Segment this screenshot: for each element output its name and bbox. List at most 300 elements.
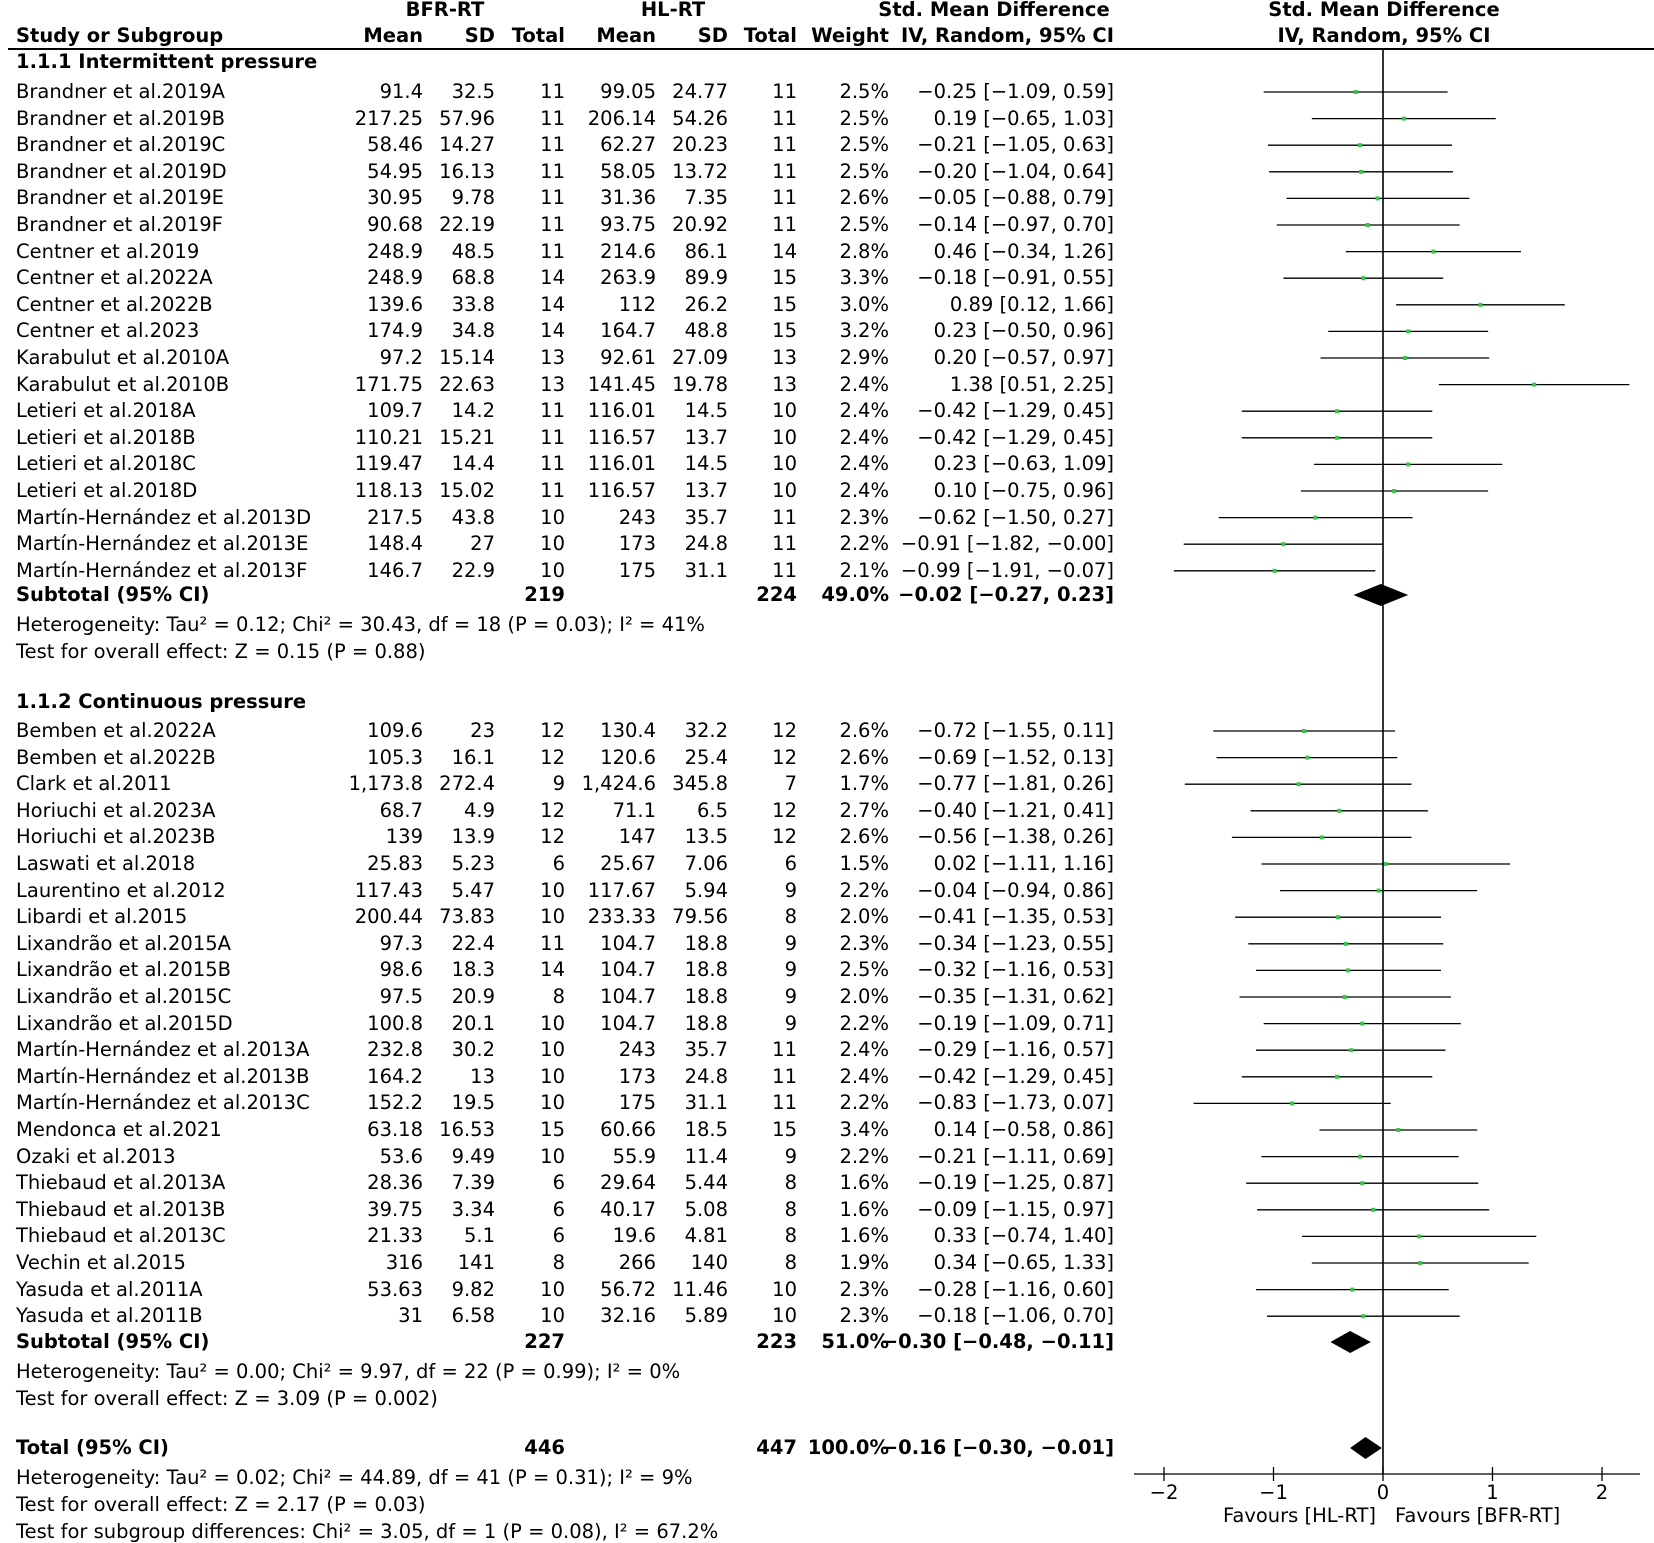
study-row-sd2: 11.4 [684, 1144, 728, 1168]
subgroup-1-title: 1.1.1 Intermittent pressure [16, 50, 318, 73]
study-row-total1: 8 [552, 1251, 565, 1274]
study-row-weight: 2.6% [839, 186, 889, 210]
study-row-total2: 12 [772, 825, 797, 849]
study-row-ci: −0.35 [−1.31, 0.62] [917, 985, 1114, 1008]
subtotal-1-total1: 219 [524, 583, 565, 606]
study-row-weight: 2.4% [839, 1038, 889, 1062]
study-row-total2: 10 [772, 1304, 797, 1328]
study-row-sd1: 16.1 [451, 745, 495, 769]
subtotal-1-ci: −0.02 [−0.27, 0.23] [898, 583, 1114, 606]
study-row-weight: 1.6% [839, 1171, 889, 1195]
study-row-name: Yasuda et al.2011A [16, 1277, 203, 1301]
study-row-mean2: 104.7 [600, 931, 656, 955]
study-row-point [1360, 1181, 1364, 1185]
study-row-sd1: 30.2 [451, 1038, 495, 1062]
study-row-mean1: 217.5 [367, 505, 423, 529]
study-row-sd1: 57.96 [439, 106, 495, 130]
study-row-weight: 2.2% [839, 1091, 889, 1115]
study-row-sd2: 86.1 [684, 239, 728, 263]
study-row-total2: 8 [784, 1251, 797, 1274]
study-row-mean1: 146.7 [367, 558, 423, 582]
study-row-sd2: 89.9 [684, 266, 728, 290]
study-row-total2: 15 [772, 292, 797, 316]
col-total2: Total [743, 24, 797, 47]
study-row-total2: 11 [772, 186, 797, 210]
study-row-ci: 0.19 [−0.65, 1.03] [933, 106, 1114, 130]
study-row-weight: 2.5% [839, 213, 889, 236]
study-row-name: Brandner et al.2019E [16, 186, 225, 210]
study-row-total2: 9 [784, 878, 797, 902]
total-total1: 446 [524, 1436, 565, 1459]
study-row-total1: 10 [540, 905, 565, 929]
study-row-mean2: 243 [618, 1038, 656, 1062]
study-row-total1: 11 [540, 399, 565, 423]
study-row-ci: 1.38 [0.51, 2.25] [949, 372, 1114, 396]
study-row-sd1: 34.8 [451, 319, 495, 343]
study-row-ci: −0.19 [−1.09, 0.71] [917, 1011, 1114, 1035]
study-row-sd1: 19.5 [451, 1091, 495, 1115]
study-row-ci: 0.23 [−0.63, 1.09] [933, 452, 1114, 476]
study-row-sd1: 9.49 [451, 1144, 495, 1168]
study-row-name: Lixandrão et al.2015B [16, 958, 232, 982]
study-row-sd2: 7.35 [684, 186, 728, 210]
study-row-sd2: 5.94 [684, 878, 728, 902]
study-row-ci: −0.62 [−1.50, 0.27] [917, 505, 1114, 529]
study-row-total1: 14 [540, 958, 565, 982]
study-row-sd1: 22.4 [451, 931, 495, 955]
study-row-mean2: 214.6 [600, 239, 656, 263]
study-row-point [1302, 729, 1306, 733]
study-row-ci: −0.19 [−1.25, 0.87] [917, 1171, 1114, 1195]
study-row-point [1361, 276, 1365, 280]
study-row-mean1: 139.6 [367, 292, 423, 316]
group2-title: HL-RT [640, 0, 706, 21]
study-row-name: Mendonca et al.2021 [16, 1118, 222, 1141]
study-row-mean2: 40.17 [600, 1197, 656, 1221]
heterogeneity-2: Heterogeneity: Tau² = 0.00; Chi² = 9.97, df = 22 (P = 0.99); I² = 0% [16, 1360, 681, 1383]
study-row-total2: 11 [772, 558, 797, 582]
study-row-sd2: 6.5 [696, 798, 728, 822]
study-row-total1: 11 [540, 479, 565, 502]
study-row-total2: 9 [784, 985, 797, 1008]
study-row-point [1359, 170, 1363, 174]
study-row-sd2: 5.89 [684, 1304, 728, 1328]
study-row-point [1349, 1048, 1353, 1052]
study-row-point [1290, 1101, 1294, 1105]
study-row-mean2: 56.72 [600, 1277, 656, 1301]
study-row-weight: 2.4% [839, 1064, 889, 1088]
study-row-point [1377, 889, 1381, 893]
study-row-total2: 6 [784, 852, 797, 875]
study-row-point [1297, 782, 1301, 786]
study-row-sd1: 48.5 [451, 239, 495, 263]
study-row-mean1: 53.63 [367, 1277, 423, 1301]
study-row-mean1: 97.3 [379, 931, 423, 955]
study-row-weight: 2.0% [839, 985, 889, 1008]
study-row-total1: 12 [540, 798, 565, 822]
study-row-ci: −0.40 [−1.21, 0.41] [917, 798, 1114, 822]
subtotal-2-label: Subtotal (95% CI) [16, 1330, 210, 1353]
study-row-name: Ozaki et al.2013 [16, 1144, 176, 1168]
study-row-mean2: 58.05 [600, 159, 656, 183]
study-row-sd2: 31.1 [684, 1091, 728, 1115]
study-row-sd1: 141 [457, 1251, 495, 1274]
study-row-weight: 2.2% [839, 532, 889, 556]
study-row-weight: 1.9% [839, 1251, 889, 1274]
study-row-point [1335, 1075, 1339, 1079]
study-row-weight: 1.6% [839, 1224, 889, 1248]
study-row-name: Karabulut et al.2010A [16, 346, 230, 369]
study-row-total1: 10 [540, 1091, 565, 1115]
col-sd1: SD [464, 24, 495, 47]
study-row-total1: 13 [540, 346, 565, 369]
study-row-sd1: 18.3 [451, 958, 495, 982]
subtotal-2-weight: 51.0% [821, 1330, 889, 1353]
study-row-point [1320, 835, 1324, 839]
col-mean2: Mean [596, 24, 656, 47]
study-row-sd2: 14.5 [684, 452, 728, 476]
study-row-name: Laurentino et al.2012 [16, 878, 226, 902]
study-row-mean1: 117.43 [354, 878, 423, 902]
study-row-ci: −0.32 [−1.16, 0.53] [917, 958, 1114, 982]
study-row-point [1346, 968, 1350, 972]
study-row-total1: 10 [540, 1064, 565, 1088]
study-row-name: Lixandrão et al.2015C [16, 985, 232, 1008]
study-row-ci: −0.69 [−1.52, 0.13] [917, 745, 1114, 769]
study-row-sd2: 345.8 [672, 772, 728, 796]
study-row-mean1: 232.8 [367, 1038, 423, 1062]
study-row-total1: 11 [540, 80, 565, 103]
study-row-mean2: 104.7 [600, 985, 656, 1008]
study-row-total1: 10 [540, 532, 565, 556]
study-row-point [1343, 995, 1347, 999]
study-row-mean2: 130.4 [600, 719, 656, 742]
study-row-total1: 10 [540, 1277, 565, 1301]
study-row-total1: 11 [540, 213, 565, 236]
study-row-mean1: 110.21 [354, 425, 423, 449]
study-row-sd2: 5.44 [684, 1171, 728, 1195]
study-row-name: Martín-Hernández et al.2013E [16, 532, 309, 556]
study-row-point [1335, 436, 1339, 440]
study-row-total1: 11 [540, 452, 565, 476]
subtotal-2-total2: 223 [756, 1330, 797, 1353]
study-row-mean2: 173 [618, 1064, 656, 1088]
study-row-total2: 11 [772, 80, 797, 103]
subtotal-2-diamond [1330, 1331, 1371, 1353]
study-row-weight: 3.3% [839, 266, 889, 290]
study-row-sd2: 48.8 [684, 319, 728, 343]
overall-effect-total: Test for overall effect: Z = 2.17 (P = 0.03) [16, 1493, 426, 1516]
study-row-sd2: 13.7 [684, 425, 728, 449]
study-row-mean1: 98.6 [379, 958, 423, 982]
study-row-mean1: 63.18 [367, 1118, 423, 1141]
study-row-sd2: 13.7 [684, 479, 728, 502]
study-row-name: Centner et al.2022B [16, 292, 213, 316]
study-row-ci: −0.20 [−1.04, 0.64] [917, 159, 1114, 183]
study-row-point [1376, 196, 1380, 200]
study-row-weight: 3.2% [839, 319, 889, 343]
study-row-sd2: 35.7 [684, 1038, 728, 1062]
study-row-sd1: 43.8 [451, 505, 495, 529]
study-row-total2: 13 [772, 346, 797, 369]
study-row-name: Bemben et al.2022A [16, 719, 216, 742]
study-row-total2: 8 [784, 1171, 797, 1195]
study-row-mean2: 147 [618, 825, 656, 849]
study-row-total1: 10 [540, 1144, 565, 1168]
study-row-point [1337, 809, 1341, 813]
study-row-total2: 10 [772, 1277, 797, 1301]
study-row-weight: 2.5% [839, 106, 889, 130]
study-row-point [1406, 462, 1410, 466]
study-row-total2: 11 [772, 1038, 797, 1062]
study-row-point [1305, 756, 1309, 760]
study-row-weight: 2.1% [839, 558, 889, 582]
study-row-total2: 9 [784, 1144, 797, 1168]
study-row-weight: 2.3% [839, 931, 889, 955]
study-row-total1: 11 [540, 159, 565, 183]
study-row-mean2: 19.6 [612, 1224, 656, 1248]
study-row-total2: 11 [772, 159, 797, 183]
study-row-point [1417, 1234, 1421, 1238]
x-tick-label: 2 [1595, 1481, 1609, 1504]
study-row-ci: −0.14 [−0.97, 0.70] [917, 213, 1114, 236]
study-row-weight: 2.2% [839, 1144, 889, 1168]
subtotal-1-label: Subtotal (95% CI) [16, 583, 210, 606]
study-row-mean1: 118.13 [354, 479, 423, 502]
total-total2: 447 [756, 1436, 797, 1459]
study-row-sd1: 27 [470, 532, 495, 556]
col-total1: Total [511, 24, 565, 47]
study-row-ci: −0.29 [−1.16, 0.57] [917, 1038, 1114, 1062]
study-row-weight: 2.4% [839, 399, 889, 423]
study-row-name: Lixandrão et al.2015A [16, 931, 231, 955]
study-row-mean2: 32.16 [600, 1304, 656, 1328]
study-row-point [1360, 1022, 1364, 1026]
study-row-total1: 10 [540, 1011, 565, 1035]
study-row-sd2: 35.7 [684, 505, 728, 529]
study-row-mean2: 263.9 [600, 266, 656, 290]
study-row-mean2: 104.7 [600, 1011, 656, 1035]
study-row-sd2: 32.2 [684, 719, 728, 742]
study-row-sd1: 14.4 [451, 452, 495, 476]
study-row-weight: 2.2% [839, 878, 889, 902]
study-row-ci: −0.99 [−1.91, −0.07] [900, 558, 1114, 582]
study-row-name: Horiuchi et al.2023B [16, 825, 216, 849]
study-row-total1: 14 [540, 319, 565, 343]
study-row-sd1: 5.23 [451, 852, 495, 875]
col-weight: Weight [811, 24, 889, 47]
study-row-name: Clark et al.2011 [16, 772, 172, 796]
study-row-name: Bemben et al.2022B [16, 745, 216, 769]
study-row-point [1371, 1208, 1375, 1212]
study-row-sd1: 272.4 [439, 772, 495, 796]
study-row-mean2: 112 [618, 292, 656, 316]
study-row-weight: 2.3% [839, 1304, 889, 1328]
study-row-mean2: 266 [618, 1251, 656, 1274]
overall-effect-1: Test for overall effect: Z = 0.15 (P = 0.88) [16, 640, 426, 663]
study-row-weight: 1.6% [839, 1197, 889, 1221]
study-row-total1: 6 [552, 1171, 565, 1195]
study-row-total1: 8 [552, 985, 565, 1008]
study-row-ci: −0.25 [−1.09, 0.59] [917, 80, 1114, 103]
study-row-ci: −0.56 [−1.38, 0.26] [917, 825, 1114, 849]
study-row-name: Letieri et al.2018A [16, 399, 196, 423]
study-row-point [1281, 542, 1285, 546]
study-row-weight: 2.5% [839, 133, 889, 157]
plot-method: IV, Random, 95% CI [1277, 24, 1491, 47]
study-row-total2: 9 [784, 958, 797, 982]
study-row-weight: 1.7% [839, 772, 889, 796]
study-row-sd2: 20.23 [672, 133, 728, 157]
study-row-name: Brandner et al.2019F [16, 213, 223, 236]
study-row-sd2: 18.8 [684, 985, 728, 1008]
study-row-total1: 12 [540, 745, 565, 769]
study-row-weight: 2.3% [839, 1277, 889, 1301]
study-row-sd2: 20.92 [672, 213, 728, 236]
study-row-sd1: 14.2 [451, 399, 495, 423]
study-row-mean1: 316 [385, 1251, 423, 1274]
study-row-sd1: 22.63 [439, 372, 495, 396]
subgroup-2-title: 1.1.2 Continuous pressure [16, 690, 307, 713]
study-row-ci: −0.05 [−0.88, 0.79] [917, 186, 1114, 210]
study-row-mean1: 152.2 [367, 1091, 423, 1115]
study-row-sd2: 5.08 [684, 1197, 728, 1221]
study-row-sd2: 13.5 [684, 825, 728, 849]
study-row-total2: 15 [772, 319, 797, 343]
study-row-weight: 2.3% [839, 505, 889, 529]
study-row-point [1344, 942, 1348, 946]
study-row-name: Martín-Hernández et al.2013C [16, 1091, 310, 1115]
study-row-sd2: 18.8 [684, 931, 728, 955]
study-row-weight: 2.5% [839, 958, 889, 982]
study-row-total2: 10 [772, 399, 797, 423]
study-row-name: Letieri et al.2018B [16, 425, 196, 449]
study-row-name: Thiebaud et al.2013A [16, 1171, 226, 1195]
study-row-ci: −0.77 [−1.81, 0.26] [917, 772, 1114, 796]
study-row-mean2: 99.05 [600, 80, 656, 103]
study-row-point [1350, 1288, 1354, 1292]
study-row-mean1: 148.4 [367, 532, 423, 556]
study-row-ci: 0.46 [−0.34, 1.26] [933, 239, 1114, 263]
study-row-sd1: 68.8 [451, 266, 495, 290]
study-row-point [1431, 250, 1435, 254]
study-row-name: Letieri et al.2018C [16, 452, 196, 476]
study-row-sd2: 18.8 [684, 958, 728, 982]
study-row-sd2: 79.56 [672, 905, 728, 929]
study-row-sd2: 140 [690, 1251, 728, 1274]
study-row-ci: −0.21 [−1.05, 0.63] [917, 133, 1114, 157]
study-row-weight: 2.2% [839, 1011, 889, 1035]
study-row-name: Letieri et al.2018D [16, 479, 198, 502]
study-row-name: Martín-Hernández et al.2013F [16, 558, 308, 582]
study-row-sd2: 19.78 [672, 372, 728, 396]
study-row-ci: −0.28 [−1.16, 0.60] [917, 1277, 1114, 1301]
study-row-sd2: 54.26 [672, 106, 728, 130]
study-row-weight: 2.8% [839, 239, 889, 263]
study-row-name: Thiebaud et al.2013C [16, 1224, 226, 1248]
study-row-weight: 2.5% [839, 159, 889, 183]
study-row-sd2: 26.2 [684, 292, 728, 316]
study-row-point [1336, 915, 1340, 919]
subgroup-differences: Test for subgroup differences: Chi² = 3.05, df = 1 (P = 0.08), I² = 67.2% [16, 1520, 719, 1543]
subtotal-2-total1: 227 [524, 1330, 565, 1353]
study-row-total1: 10 [540, 878, 565, 902]
x-tick-label: 1 [1486, 1481, 1499, 1504]
study-row-sd1: 6.58 [451, 1304, 495, 1328]
study-row-total2: 9 [784, 1011, 797, 1035]
study-row-weight: 2.0% [839, 905, 889, 929]
study-row-mean2: 206.14 [587, 106, 656, 130]
study-row-name: Libardi et al.2015 [16, 905, 188, 929]
study-row-point [1478, 303, 1482, 307]
study-row-sd1: 3.34 [451, 1197, 495, 1221]
study-row-weight: 3.0% [839, 292, 889, 316]
study-row-total1: 12 [540, 825, 565, 849]
study-row-sd2: 13.72 [672, 159, 728, 183]
study-row-total1: 13 [540, 372, 565, 396]
total-label: Total (95% CI) [16, 1436, 169, 1459]
study-row-sd2: 18.8 [684, 1011, 728, 1035]
study-row-ci: −0.18 [−0.91, 0.55] [917, 266, 1114, 290]
study-row-mean1: 54.95 [367, 159, 423, 183]
study-row-mean2: 25.67 [600, 852, 656, 875]
study-row-name: Centner et al.2022A [16, 266, 213, 290]
study-row-sd2: 24.8 [684, 532, 728, 556]
study-row-sd2: 31.1 [684, 558, 728, 582]
study-row-total1: 14 [540, 266, 565, 290]
study-row-name: Centner et al.2023 [16, 319, 200, 343]
study-row-mean2: 92.61 [600, 346, 656, 369]
study-row-total2: 9 [784, 931, 797, 955]
study-row-ci: −0.34 [−1.23, 0.55] [917, 931, 1114, 955]
study-row-weight: 2.4% [839, 372, 889, 396]
plot-title: Std. Mean Difference [1268, 0, 1500, 21]
study-row-mean1: 139 [385, 825, 423, 849]
study-row-mean1: 28.36 [367, 1171, 423, 1195]
study-row-weight: 2.6% [839, 719, 889, 742]
study-row-sd2: 14.5 [684, 399, 728, 423]
study-row-sd1: 13.9 [451, 825, 495, 849]
study-row-total2: 15 [772, 1118, 797, 1141]
study-row-weight: 2.4% [839, 425, 889, 449]
study-row-mean2: 175 [618, 558, 656, 582]
study-row-point [1418, 1261, 1422, 1265]
study-row-total2: 11 [772, 106, 797, 130]
study-row-sd2: 24.8 [684, 1064, 728, 1088]
study-row-total1: 12 [540, 719, 565, 742]
group1-title: BFR-RT [405, 0, 485, 21]
study-row-ci: −0.72 [−1.55, 0.11] [917, 719, 1114, 742]
subtotal-2-ci: −0.30 [−0.48, −0.11] [881, 1330, 1114, 1353]
study-row-total2: 11 [772, 1064, 797, 1088]
study-row-mean1: 164.2 [367, 1064, 423, 1088]
study-row-mean1: 58.46 [367, 133, 423, 157]
study-row-sd1: 32.5 [451, 80, 495, 103]
study-row-point [1354, 90, 1358, 94]
study-row-weight: 2.9% [839, 346, 889, 369]
study-row-total2: 11 [772, 505, 797, 529]
study-row-mean2: 141.45 [587, 372, 656, 396]
study-row-total1: 10 [540, 505, 565, 529]
favours-left-label: Favours [HL-RT] [1222, 1504, 1376, 1527]
study-row-weight: 3.4% [839, 1118, 889, 1141]
study-row-ci: −0.09 [−1.15, 0.97] [917, 1197, 1114, 1221]
study-row-ci: −0.18 [−1.06, 0.70] [917, 1304, 1114, 1328]
study-row-ci: 0.33 [−0.74, 1.40] [933, 1224, 1114, 1248]
study-row-ci: −0.42 [−1.29, 0.45] [917, 1064, 1114, 1088]
study-row-ci: −0.04 [−0.94, 0.86] [917, 878, 1114, 902]
study-row-mean2: 1,424.6 [581, 772, 656, 796]
